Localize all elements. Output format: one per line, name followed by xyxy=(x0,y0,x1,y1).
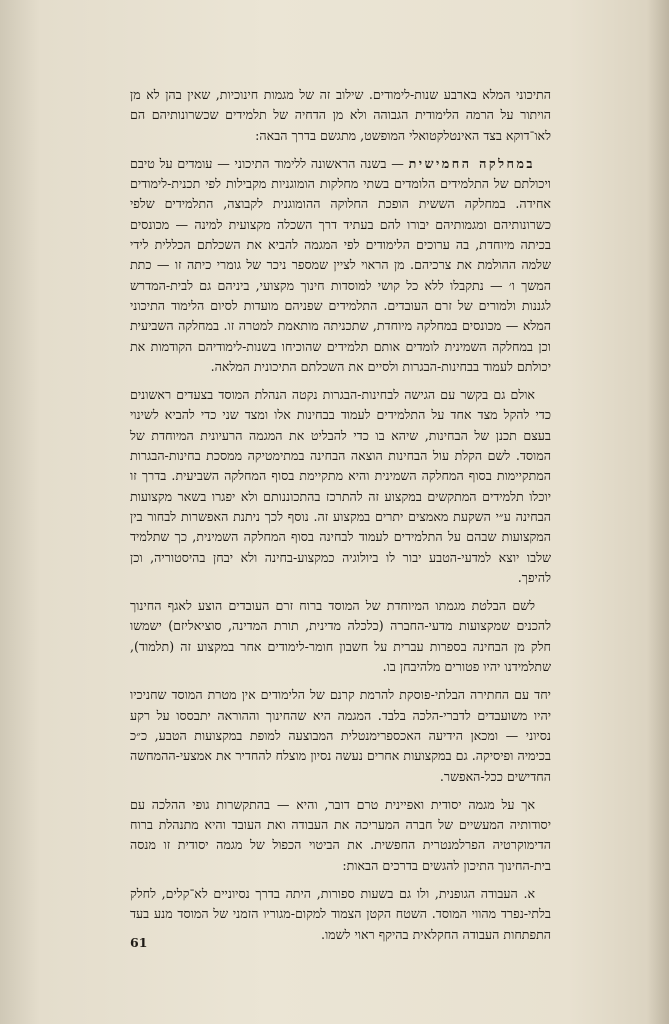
paragraph-2 xyxy=(130,154,551,377)
paragraph-5-text: יחד עם החתירה הבלתי-פוסקת להרמת קרנם של הלימודים אין מטרת המוסד שחניכיו יהיו משועבדים לדברי-הלכה בלבד. המגמה היא שהחינוך וההוראה יתבססו על רקע נסיוני — ומכאן הידיעה האכספרימנטלית המבוצעה למופת במקצועות הטבע, כ״כ בכימיה ופיסיקה. גם במקצועות אחרים נעשה נסיון מוצלח להחדיר את אמצעי-ההמחשה החדישים ככל-האפשר. xyxy=(130,687,551,784)
paragraph-5 xyxy=(130,685,551,786)
paragraph-7 xyxy=(130,884,551,945)
paragraph-4 xyxy=(130,596,551,677)
body-text xyxy=(130,85,551,953)
paragraph-6-text: אך על מגמה יסודית ואפיינית טרם דובר, והיא — בהתקשרות גופי ההלכה עם יסודותיה המעשיים של חברה המעריכה את העבודה ואת העובד והיא מתנהלת ברוח הדימוקרטיה הפרלמנטרית החפשית. את הביטוי הכפול של מגמה יסודית זו מנסה בית-החינוך התיכון להגשים בדרכים הבאות: xyxy=(130,796,551,873)
paragraph-7-text: א. העבודה הגופנית, ולו גם בשעות ספורות, היתה בדרך נסיוניים לא־קלים, לחלק בלתי-נפרד מהווי המוסד. השטח הקטן הצמוד למקום-מגוריו הזמני של המוסד מנע בעד התפתחות העבודה החקלאית בהיקף ראוי לשמו. xyxy=(130,885,551,942)
paragraph-3-text: אולם גם בקשר עם הגישה לבחינות-הבגרות נקטה הנהלת המוסד בצעדים ראשונים כדי להקל מצד אחד על התלמידים לעמוד בבחינות אלו ומצד שני כדי להביא לשינוי בעצם תכנן של הבחינות, שיהא בו כדי להבליט את המגמה הרעיונית המיוחדת של המוסד. לשם הקלת עול הבחינות הוצאה הבחינה במתימטיקה ממסכת בחינות-הבגרות המתקיימות בסוף המחלקה השמינית והיא מתקיימת בסוף המחלקה השביעית. בדרך זו יוכלו תלמידים המתקשים במקצוע זה להתרכז בהתכוננותם ולא יפגרו בשאר מקצועות הבחינה ע״י השקעת מאמצים יתרים במקצוע זה. נוסף לכך ניתנת האפשרות לבחור בין המקצועות שבהם על התלמידים לעמוד לבחינה בסוף המחלקה השמינית, כך שתלמיד שלבו יוצא למדעי-הטבע יבור לו ביולוגיה כמקצוע-בחינה ולא יבחן בהיסטוריה, וכן להיפך. xyxy=(130,387,551,585)
paragraph-4-text: לשם הבלטת מגמתו המיוחדת של המוסד ברוח זרם העובדים הוצע לאגף החינוך להכנים שמקצועות מדעי-החברה (כלכלה מדינית, תורת המדינה, סוציאליזם) ישמשו חלק מן הבחינה בספרות עברית על חשבון חומר-לימודים אחר במקצוע זה (תלמוד), שתלמידנו יהיו פטורים מלהיבחן בו. xyxy=(130,598,551,675)
paragraph-2-text: — בשנה הראשונה ללימוד התיכוני — עומדים על טיבם ויכולתם של התלמידים הלומדים בשתי מחלקות הומוגניות מקבילות לפי תכנית-לימודים אחידה. במחלקה הששית הופכת החלוקה ההומוגנית לקבוצה, התלמידים שלפי כשרונותיהם ומגמותיהם יבורו להם בעתיד דרך השכלה מקצועית למינה — מכונסים בכיתה מיוחדת, בה ערוכים הלימודים לפי המגמה להביא את השכלתם הכללית לידי שלמה ההולמת את צרכיהם. מן הראוי לציין שמספר ניכר של גומרי כיתה זו — כתת המשך ו׳ — נתקבלו ללא כל קושי למוסדות חינוך מקצועי, ביניהם גם לבית-המדרש לגננות ולמורים של זרם העובדים. התלמידים שפניהם מועדות לסיום הלימוד התיכוני המלא — מכונסים במחלקה מיוחדת, שתכניתה מותאמת למטרה זו. במחלקה השביעית וכן במחלקה השמינית לומדים אותם תלמידים שהוכיחו בשנות-לימודיהם הקודמות את יכולתם לעמוד בבחינות-הבגרות ולסיים את השכלתם התיכונית המלאה. xyxy=(130,155,551,374)
page-fold-shadow xyxy=(647,0,669,1024)
paragraph-3 xyxy=(130,385,551,588)
paragraph-1-text: התיכוני המלא בארבע שנות-לימודים. שילוב זה של מגמות חינוכיות, שאין בהן לא מן הויתור על הרמה הלימודית הגבוהה ולא מן הדחיה של תלמידים שכשרונותיהם הם לאו־דוקא בצד האינטלקטואלי המופשט, מתגשם בדרך הבאה: xyxy=(130,87,551,143)
paragraph-1 xyxy=(130,85,551,146)
page-number: 61 xyxy=(130,935,148,950)
paragraph-2-lead: במחלקה החמישית xyxy=(408,155,535,171)
paragraph-6 xyxy=(130,795,551,876)
